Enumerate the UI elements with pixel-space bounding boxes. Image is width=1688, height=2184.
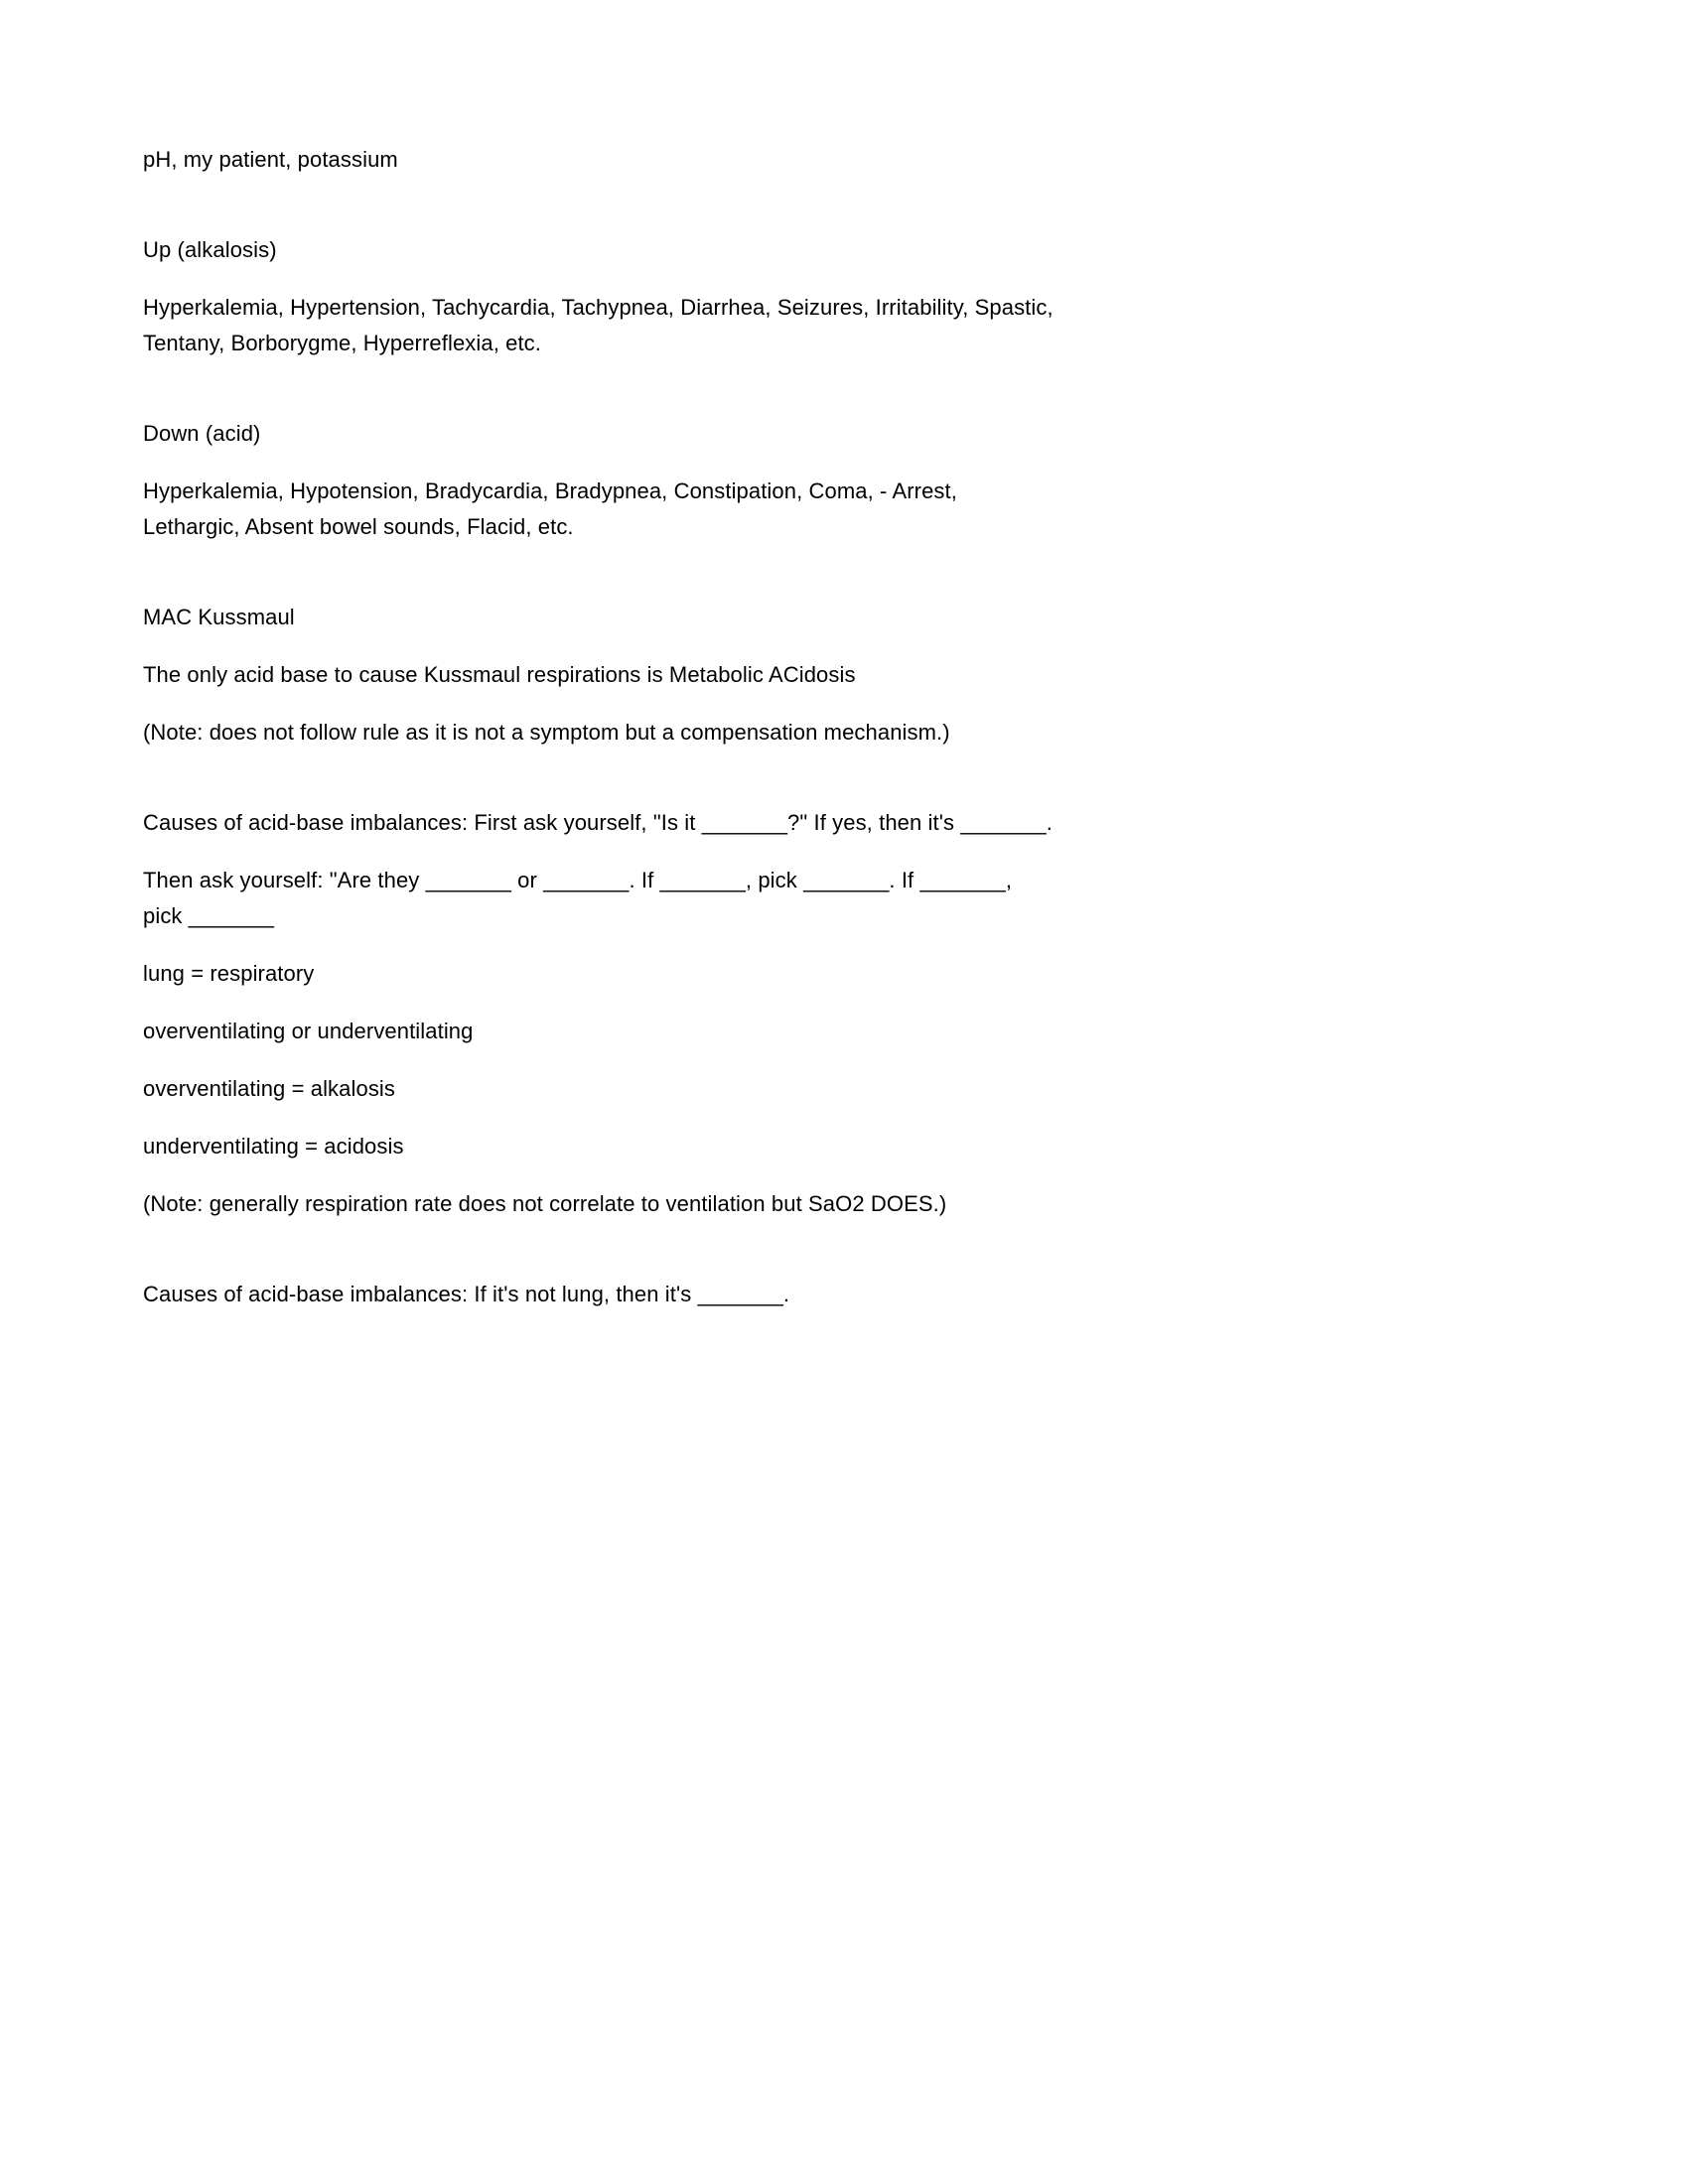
paragraph-kussmaul-explanation: The only acid base to cause Kussmaul respirations is Metabolic ACidosis (143, 662, 856, 687)
paragraph-overventilating-alkalosis: overventilating = alkalosis (143, 1076, 396, 1101)
paragraph-ph-mnemonic: pH, my patient, potassium (143, 147, 398, 172)
paragraph-causes-question-2: Then ask yourself: "Are they _______ or _______. If _______, pick _______. If _______, pick _______ (143, 868, 1013, 928)
paragraph-lung-respiratory: lung = respiratory (143, 961, 315, 986)
paragraph-mac-kussmaul: MAC Kussmaul (143, 605, 295, 629)
paragraph-underventilating-acidosis: underventilating = acidosis (143, 1134, 404, 1159)
paragraph-causes-question-1: Causes of acid-base imbalances: First ask yourself, "Is it _______?" If yes, then it's _______. (143, 810, 1053, 835)
paragraph-ventilation-note: (Note: generally respiration rate does not correlate to ventilation but SaO2 DOES.) (143, 1191, 947, 1216)
paragraph-causes-not-lung: Causes of acid-base imbalances: If it's not lung, then it's _______. (143, 1282, 790, 1306)
paragraph-over-under-ventilating: overventilating or underventilating (143, 1019, 474, 1043)
paragraph-acidosis-symptoms: Hyperkalemia, Hypotension, Bradycardia, Bradypnea, Constipation, Coma, - Arrest, Lethargic, Absent bowel sounds, Flacid, etc. (143, 478, 957, 539)
paragraph-down-acid: Down (acid) (143, 421, 261, 446)
paragraph-kussmaul-note: (Note: does not follow rule as it is not a symptom but a compensation mechanism.) (143, 720, 950, 745)
paragraph-up-alkalosis: Up (alkalosis) (143, 237, 277, 262)
paragraph-alkalosis-symptoms: Hyperkalemia, Hypertension, Tachycardia, Tachypnea, Diarrhea, Seizures, Irritability, Spastic, Tentany, Borborygme, Hyperreflexia, etc. (143, 295, 1054, 355)
